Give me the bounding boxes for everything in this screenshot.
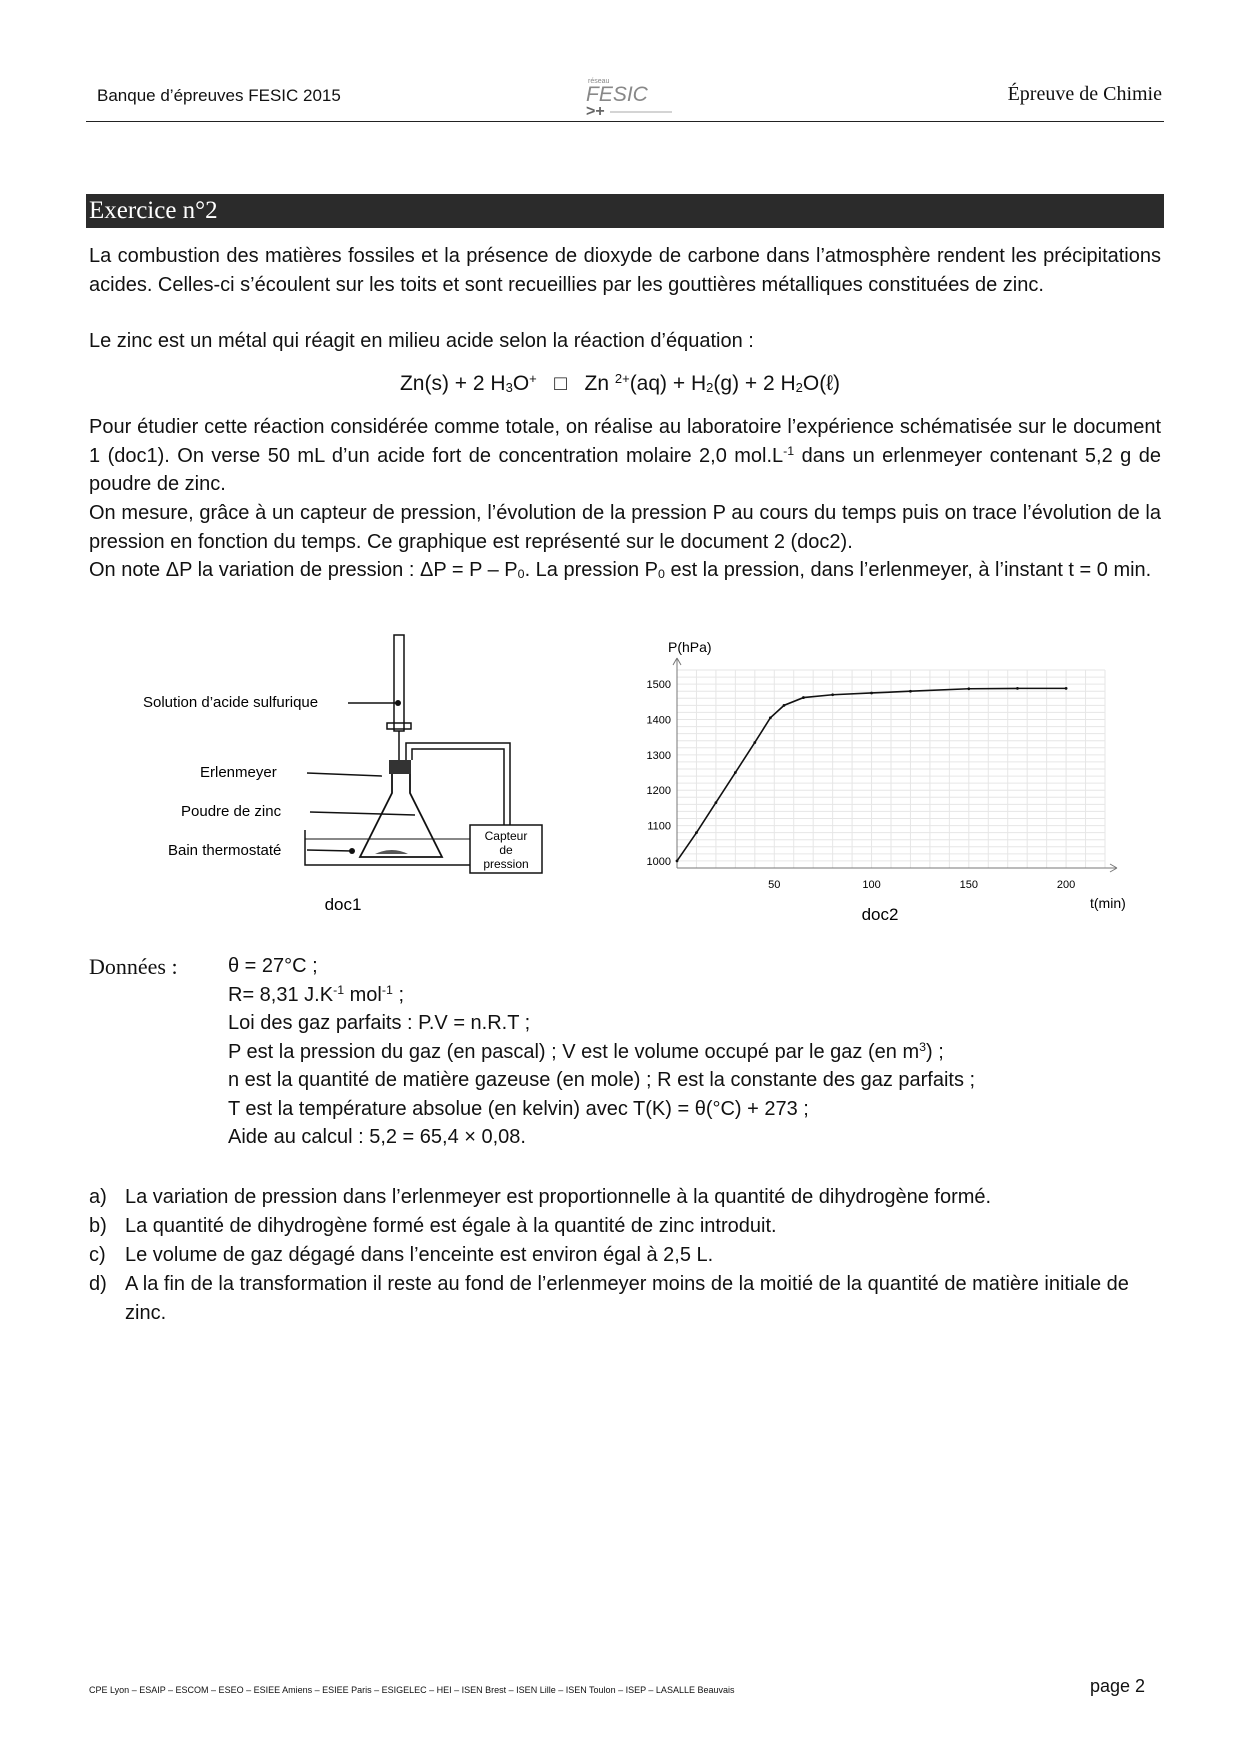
y-tick-label: 1100 bbox=[647, 820, 671, 833]
svg-text:FESIC: FESIC bbox=[586, 83, 648, 106]
x-axis-label: t(min) bbox=[1090, 895, 1126, 911]
data-point bbox=[1016, 687, 1019, 690]
data-label: Données : bbox=[89, 954, 178, 979]
data-point bbox=[909, 690, 912, 693]
data-p-v: P est la pression du gaz (en pascal) ; V est le volume occupé par le gaz (en $m^3$) ; bbox=[228, 1039, 944, 1063]
data-point bbox=[802, 696, 805, 699]
data-ideal-gas: Loi des gaz parfaits : P.V = n.R.T ; bbox=[228, 1012, 531, 1034]
data-temperature: T est la température absolue (en kelvin) avec T(K) = θ(°C) + 273 ; bbox=[228, 1097, 809, 1120]
x-tick-label: 100 bbox=[862, 879, 881, 891]
intro-paragraph: La combustion des matières fossiles et la présence de dioxyde de carbone dans l’atmosphère rendent les précipitations acides. Celles-ci s’écoulent sur les toits et sont recueillies par les gouttières métalliques constituées de zinc. bbox=[89, 245, 1161, 296]
data-theta: θ = 27°C ; bbox=[228, 955, 318, 977]
intro-paragraph-2: Le zinc est un métal qui réagit en milieu acide selon la réaction d’équation : bbox=[89, 330, 754, 352]
label-erlenmeyer: Erlenmeyer bbox=[200, 764, 277, 781]
sensor-label-2: de bbox=[499, 843, 513, 857]
data-point bbox=[734, 771, 737, 774]
header-right-text: Épreuve de Chimie bbox=[1007, 83, 1162, 105]
x-tick-label: 50 bbox=[768, 879, 781, 891]
data-point bbox=[715, 801, 718, 804]
reaction-equation: Zn(s) + 2 $H_3O^+$ □ Zn $^{2+}(aq) + H_2(g) + 2$ $H_2O(\ell)$ bbox=[399, 370, 841, 395]
label-zinc-powder: Poudre de zinc bbox=[181, 803, 282, 820]
y-tick-label: 1400 bbox=[646, 714, 671, 727]
data-point bbox=[967, 687, 970, 690]
data-point bbox=[1065, 687, 1068, 690]
y-tick-label: 1000 bbox=[646, 855, 671, 868]
x-tick-label: 150 bbox=[959, 879, 978, 891]
header-left-text: Banque d’épreuves FESIC 2015 bbox=[97, 86, 341, 105]
data-n-r: n est la quantité de matière gazeuse (en mole) ; R est la constante des gaz parfaits ; bbox=[228, 1069, 976, 1091]
y-tick-label: 1200 bbox=[646, 785, 671, 798]
data-list bbox=[228, 952, 975, 1152]
experiment-paragraph: Pour étudier cette réaction considérée comme totale, on réalise au laboratoire l’expérience schématisée sur le document 1 (doc1). On verse 50 mL d’un acide fort de concentration molaire 2,0 $mol.L^{-1}$ dans un erlenmeyer contenant 5,2 g de poudre de zinc. bbox=[89, 416, 1162, 495]
measure-paragraph: On mesure, grâce à un capteur de pression, l’évolution de la pression P au cours du temps puis on trace l’évolution de la pression en fonction du temps. Ce graphique est représenté sur le document 2 (doc2). bbox=[89, 502, 1161, 553]
sensor-label-3: pression bbox=[483, 857, 529, 871]
doc1-caption: doc1 bbox=[324, 895, 362, 914]
svg-text:>+: >+ bbox=[586, 103, 605, 118]
y-axis-label: P(hPa) bbox=[668, 639, 712, 655]
y-tick-label: 1300 bbox=[646, 749, 671, 762]
question-c: c) Le volume de gaz dégagé dans l’enceinte est environ égal à 2,5 L. bbox=[89, 1244, 714, 1266]
data-point bbox=[676, 860, 679, 863]
y-tick-label: 1500 bbox=[646, 679, 671, 692]
data-point bbox=[783, 704, 786, 707]
data-point bbox=[695, 831, 698, 834]
x-tick-label: 200 bbox=[1056, 879, 1076, 891]
question-a: a) La variation de pression dans l’erlenmeyer est proportionnelle à la quantité de dihydrogène formé. bbox=[89, 1186, 992, 1208]
data-calc-aid: Aide au calcul : 5,2 = 65,4 × 0,08. bbox=[228, 1126, 526, 1148]
delta-p-paragraph: On note ΔP la variation de pression : $\Delta P = P - P_0$. La pression $P_0$ est la pression, dans l’erlenmeyer, à l’instant t = 0 min. bbox=[89, 559, 1152, 581]
data-point bbox=[870, 692, 873, 695]
data-point bbox=[831, 693, 834, 696]
page-number: page 2 bbox=[1090, 1676, 1146, 1696]
data-point bbox=[753, 741, 756, 744]
data-r: R= 8,31 $J.K^{-1}$ mol$^{-1}$ ; bbox=[228, 982, 405, 1006]
data-point bbox=[769, 716, 772, 719]
question-b: b) La quantité de dihydrogène formé est égale à la quantité de zinc introduit. bbox=[89, 1215, 777, 1237]
question-d: d) A la fin de la transformation il reste au fond de l’erlenmeyer moins de la moitié de la quantité de matière initiale de zinc. bbox=[89, 1273, 1129, 1324]
svg-text:réseau: réseau bbox=[588, 78, 610, 85]
sensor-label-1: Capteur bbox=[484, 829, 528, 843]
doc1-apparatus-diagram bbox=[130, 625, 590, 925]
exercise-title: Exercice n°2 bbox=[86, 194, 1164, 228]
doc2-caption: doc2 bbox=[861, 905, 899, 924]
doc2-pressure-chart bbox=[635, 630, 1155, 930]
footer-schools: CPE Lyon – ESAIP – ESCOM – ESEO – ESIEE Amiens – ESIEE Paris – ESIGELEC – HEI – ISEN Brest – ISEN Lille – ISEN Toulon – ISEP – LASALLE Beauvais bbox=[89, 1685, 735, 1695]
label-acid: Solution d’acide sulfurique bbox=[143, 694, 319, 711]
fesic-logo bbox=[580, 74, 680, 118]
arrow-glyph: □ bbox=[554, 372, 567, 395]
label-bath: Bain thermostaté bbox=[168, 842, 282, 859]
header-rule bbox=[86, 121, 1164, 122]
